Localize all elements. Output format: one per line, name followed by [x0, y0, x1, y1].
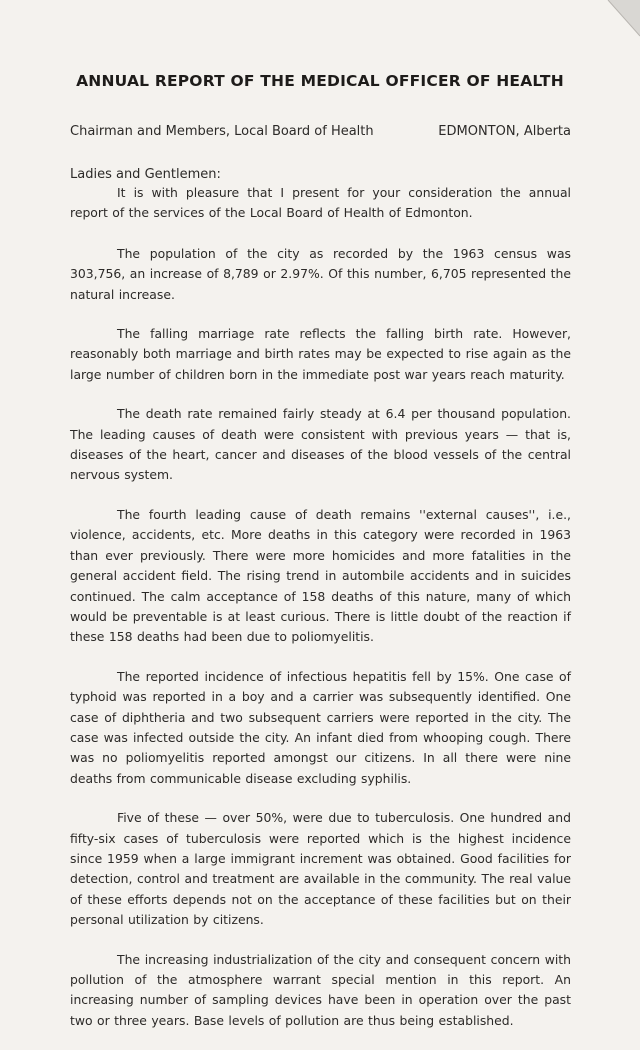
location: EDMONTON, Alberta	[438, 124, 571, 139]
addressee: Chairman and Members, Local Board of Health	[70, 124, 374, 139]
salutation: Ladies and Gentlemen:	[70, 167, 221, 182]
paragraph-introduction: It is with pleasure that I present for your consideration the annual report of the services of the Local Board of Health of Edmonton.	[70, 185, 571, 221]
paragraph-external-causes: The fourth leading cause of death remains ''external causes'', i.e., violence, accidents, etc. More deaths in this category were recorded in 1963 than ever previously. There were more homicides and more fatalities in the general accident field. The rising trend in autombile accidents and in suicides continued. The calm acceptance of 158 deaths of this nature, many of which would be preventable is at least curious. There is little doubt of the reaction if these 158 deaths had been due to poliomyelitis.	[70, 506, 571, 645]
paragraph-infectious-disease: The reported incidence of infectious hepatitis fell by 15%. One case of typhoid was reported in a boy and a carrier was subsequently identified. One case of diphtheria and two subsequent carriers were reported in the city. The case was infected outside the city. An infant died from whooping cough. There was no poliomyelitis reported amongst our citizens. In all there were nine deaths from communicable disease excluding syphilis.	[70, 668, 571, 786]
paragraph-marriage-rate: The falling marriage rate reflects the falling birth rate. However, reasonably both marriage and birth rates may be expected to rise again as the large number of children born in the immediate post war years reach maturity.	[70, 326, 571, 382]
paragraph-death-rate: The death rate remained fairly steady at 6.4 per thousand population. The leading causes of death were consistent with previous years — that is, diseases of the heart, cancer and diseases of the blood vessels of the central nervous system.	[70, 406, 571, 483]
report-body	[70, 183, 571, 1050]
report-title: ANNUAL REPORT OF THE MEDICAL OFFICER OF HEALTH	[76, 72, 564, 90]
paragraph-air-pollution: The increasing industrialization of the city and consequent concern with pollution of the atmosphere warrant special mention in this report. An increasing number of sampling devices have been in operation over the past two or three years. Base levels of pollution are thus being established.	[70, 951, 571, 1028]
addressee-row	[70, 122, 571, 142]
paragraph-population: The population of the city as recorded by the 1963 census was 303,756, an increase of 8,789 or 2.97%. Of this number, 6,705 represented the natural increase.	[70, 245, 571, 302]
paragraph-tuberculosis: Five of these — over 50%, were due to tuberculosis. One hundred and fifty-six cases of tuberculosis were reported which is the highest incidence since 1959 when a large immigrant increment was obtained. Good facilities for detection, control and treatment are available in the community. The real value of these efforts depends not on the acceptance of these facilities but on their personal utilization by citizens.	[70, 810, 571, 928]
folded-page-corner	[600, 0, 640, 40]
